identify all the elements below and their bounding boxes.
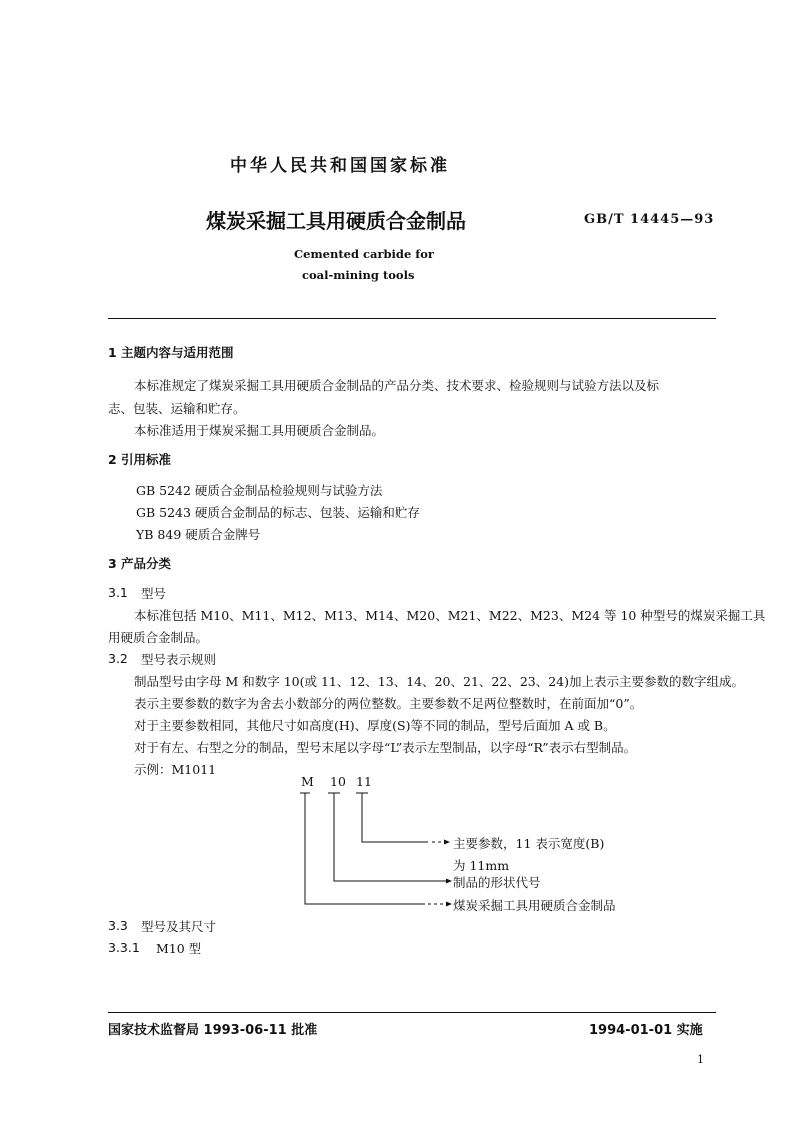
header-rule <box>108 318 716 319</box>
subsection-3-2-number: 3.2 <box>108 651 128 666</box>
footer-rule <box>108 1012 716 1013</box>
subsection-3-3-1-number: 3.3.1 <box>108 940 140 955</box>
rule-line: 对于有左、右型之分的制品，型号末尾以字母“L”表示左型制品，以字母“R”表示右型制品。 <box>134 740 637 755</box>
approval-line: 国家技术监督局 1993-06-11 批准 <box>108 1023 318 1038</box>
reference-item: YB 849 硬质合金牌号 <box>136 527 261 542</box>
rule-line: 制品型号由字母 M 和数字 10(或 11、12、13、14、20、21、22、23、24)加上表示主要参数的数字组成。 <box>134 674 745 689</box>
example-label: 示例：M1011 <box>134 762 217 777</box>
diagram-code-10: 10 <box>330 774 346 789</box>
subsection-3-1-number: 3.1 <box>108 585 128 600</box>
page-number: 1 <box>697 1053 704 1066</box>
reference-item: GB 5242 硬质合金制品检验规则与试验方法 <box>136 483 383 498</box>
section-3-heading: 3 产品分类 <box>108 556 172 571</box>
section-2-heading: 2 引用标准 <box>108 452 172 467</box>
document-title: 煤炭采掘工具用硬质合金制品 <box>206 209 466 233</box>
standard-code: GB/T 14445—93 <box>584 212 715 227</box>
national-standard-heading: 中华人民共和国国家标准 <box>230 156 450 176</box>
rule-line: 对于主要参数相同，其他尺寸如高度(H)、厚度(S)等不同的制品，型号后面加 A 或 B。 <box>134 718 616 733</box>
diagram-code-11: 11 <box>356 774 372 789</box>
diagram-code-m: M <box>301 774 314 789</box>
subsection-3-2-title: 型号表示规则 <box>141 652 217 667</box>
subsection-3-1-line2: 用硬质合金制品。 <box>108 630 209 645</box>
diagram-label-main-parameter: 主要参数，11 表示宽度(B) <box>453 836 605 851</box>
subsection-3-1-title: 型号 <box>141 586 167 601</box>
english-title-line2: coal-mining tools <box>302 268 415 282</box>
section-1-para1-line1: 本标准规定了煤炭采掘工具用硬质合金制品的产品分类、技术要求、检验规则与试验方法以及标 <box>134 378 660 393</box>
subsection-3-3-1-title: M10 型 <box>156 941 202 956</box>
section-1-para2: 本标准适用于煤炭采掘工具用硬质合金制品。 <box>134 423 385 438</box>
reference-item: GB 5243 硬质合金制品的标志、包装、运输和贮存 <box>136 505 420 520</box>
subsection-3-1-line1: 本标准包括 M10、M11、M12、M13、M14、M20、M21、M22、M23、M24 等 10 种型号的煤炭采掘工具 <box>134 608 766 623</box>
diagram-label-main-parameter-cont: 为 11mm <box>453 858 510 873</box>
section-1-heading: 1 主题内容与适用范围 <box>108 345 234 360</box>
subsection-3-3-number: 3.3 <box>108 918 128 933</box>
diagram-label-product: 煤炭采掘工具用硬质合金制品 <box>453 898 616 913</box>
english-title-line1: Cemented carbide for <box>294 247 434 261</box>
section-1-para1-line2: 志、包装、运输和贮存。 <box>108 401 246 416</box>
diagram-label-shape-code: 制品的形状代号 <box>453 875 541 890</box>
implementation-date: 1994-01-01 实施 <box>589 1023 703 1038</box>
rule-line: 表示主要参数的数字为舍去小数部分的两位整数。主要参数不足两位整数时，在前面加“0”。 <box>134 696 643 711</box>
subsection-3-3-title: 型号及其尺寸 <box>141 919 217 934</box>
model-code-diagram <box>290 790 460 915</box>
